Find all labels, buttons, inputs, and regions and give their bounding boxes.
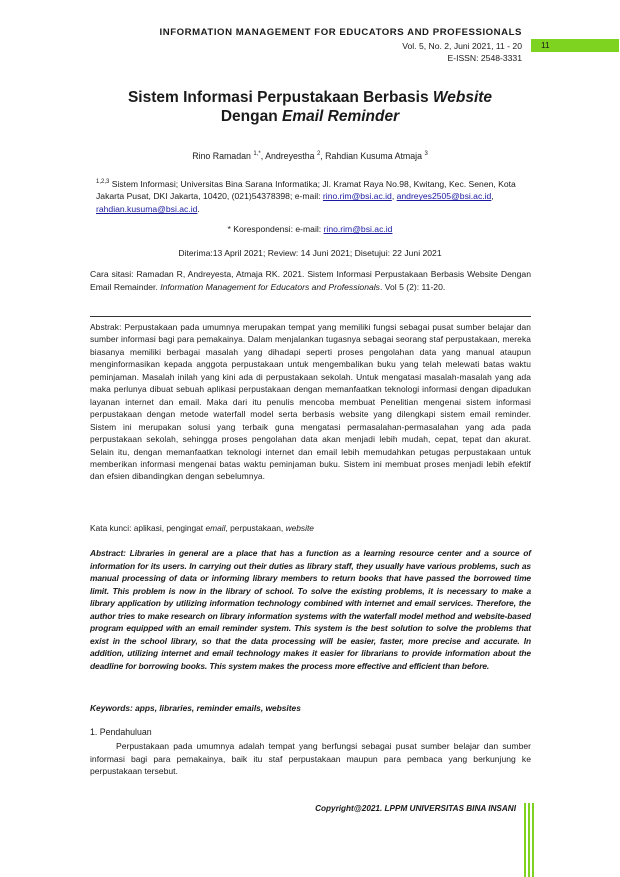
kata-kunci-italic-1: email [205,523,226,533]
author-2-sup: 2 [316,151,321,158]
author-1: Rino Ramadan [192,151,251,161]
correspondence-label: * Korespondensi: e-mail: [227,224,324,234]
affiliation-text: Sistem Informasi; Universitas Bina Sarana Informatika; Jl. Kramat Raya No.98, Kwitang, Kec. Senen, Kota Jakarta Pusat, DKI Jakarta, 10420, (021)54378398; e-mail: [96,178,516,202]
title-line1-italic: Website [432,89,493,106]
copyright: Copyright@2021. LPPM UNIVERSITAS BINA INSANI [315,804,516,813]
kata-kunci-text: Kata kunci: aplikasi, pengingat [90,523,206,533]
review-dates: Diterima:13 April 2021; Review: 14 Juni 2021; Disetujui: 22 Juni 2021 [178,248,442,258]
title-line2: Dengan [220,108,282,125]
divider [90,316,531,317]
page-number-badge: 11 [531,39,619,52]
affiliation-sup: 1,2,3 [96,179,110,185]
authors [60,151,560,161]
author-2: , Andreyestha [260,151,315,161]
kata-kunci-mid: , perpustakaan, [225,523,286,533]
kata-kunci-italic-2: website [285,523,314,533]
title-line1: Sistem Informasi Perpustakaan Berbasis [127,89,433,106]
abstrak-id: Abstrak: Perpustakaan pada umumnya merupakan tempat yang memiliki fungsi sebagai pusat sumber belajar dan sumber informasi bagi para pemakainya. Dalam menjalankan tugasnya sebagai seorang staf perpustakaan, mereka biasanya memiliki berbagai masalah yang dihadapi seperti proses pengolahan data yang manual ataupun menginformasikan kepada anggota perpustakaan untuk mengembalikan buku yang telah melewati batas waktu peminjaman. Masalah inilah yang kini ada di perpustakaan sekolah. Untuk mengatasi masalah-masalah yang ada maka perlunya dibuat sebuah aplikasi perpustakaan dengan memanfaatkan teknologi informasi dengan dipadukan layanan internet dan email. Maka dari itu penulis mencoba membuat Penelitian mengenai sistem informasi perpustakaan dengan metode waterfall model serta berbasis website yang dilengkapi sistem email reminder. Sistem ini merupakan solusi yang terbaik guna mengatasi permasalahan-permasalahan yang ada pada perpustakaan sekolah, sehingga proses pengolahan data akan menjadi lebih mudah, cepat, tepat dan akurat. Selain itu, dengan memanfaatkan teknologi internet dan email lebih memudahkan petugas perpustakaan untuk memberikan informasi mengenai batas waktu peminjaman buku. Sistem ini membuat proses menjadi lebih efektif dan efsien dibandingkan dengan sebelumnya. [90,322,531,482]
email-sep-1: , [391,191,397,202]
citation [90,268,531,293]
author-1-sup: 1,* [253,151,261,158]
email-sep-2: , [491,191,494,202]
email-link-1[interactable]: rino.rim@bsi.ac.id [322,191,392,202]
citation-text: Cara sitasi: Ramadan R, Andreyesta, Atmaja RK. 2021. Sistem Informasi Perpustakaan Berbasis Website Dengan Email Remainder. [90,269,531,292]
section-heading: 1. Pendahuluan [90,727,152,737]
green-bar-1 [524,803,526,877]
keywords-en: Keywords: apps, libraries, reminder emails, websites [90,703,301,713]
volume-info: Vol. 5, No. 2, Juni 2021, 11 - 20 [402,41,522,51]
section-body: Perpustakaan pada umumnya adalah tempat yang berfungsi sebagai pusat sumber belajar dan sumber informasi bagi para pemakainya, baik itu staf perpustakaan maupun para pembaca yang berkunjung ke perpustakaan tersebut. [90,741,531,777]
eissn: E-ISSN: 2548-3331 [447,53,522,63]
affiliation [96,176,516,216]
decorative-green-bars [524,803,536,877]
green-bar-2 [528,803,530,877]
correspondence-email-link[interactable]: rino.rim@bsi.ac.id [323,224,393,234]
paper-title [60,88,560,126]
green-bar-3 [532,803,534,877]
journal-title: INFORMATION MANAGEMENT FOR EDUCATORS AND PROFESSIONALS [159,27,522,38]
affiliation-end: . [197,204,200,215]
kata-kunci [90,523,531,533]
citation-journal: Information Management for Educators and Professionals [160,281,380,292]
abstract-en: Abstract: Libraries in general are a place that has a function as a learning resource center and a source of information for its users. In carrying out their duties as library staff, they usually have various problems, such as manual processing of data or informing library members to return books that have passed the borrowed time limit. This problem is now in the library of school. To solve the existing problems, it is necessary to make a library application by utilizing information technology combined with internet and email services. Therefore, the author tries to make research on library information systems with the waterfall model method and website-based program equipped with an email reminder system. This system is the best solution to solve the problems that exist in the school library, so that the data processing will be easier, faster, more precise and accurate. In addition, utilizing internet and email technology makes it easier for librarians to provide information about the deadline for borrowing books. This system makes the process more effective and efficient than before. [90,548,531,671]
correspondence [60,224,560,234]
title-line2-italic: Email Reminder [282,108,400,125]
author-3-sup: 3 [424,151,428,158]
citation-end: . Vol 5 (2): 11-20. [379,281,446,292]
email-link-3[interactable]: rahdian.kusuma@bsi.ac.id [96,204,198,215]
author-3: , Rahdian Kusuma Atmaja [320,151,422,161]
email-link-2[interactable]: andreyes2505@bsi.ac.id [396,191,492,202]
